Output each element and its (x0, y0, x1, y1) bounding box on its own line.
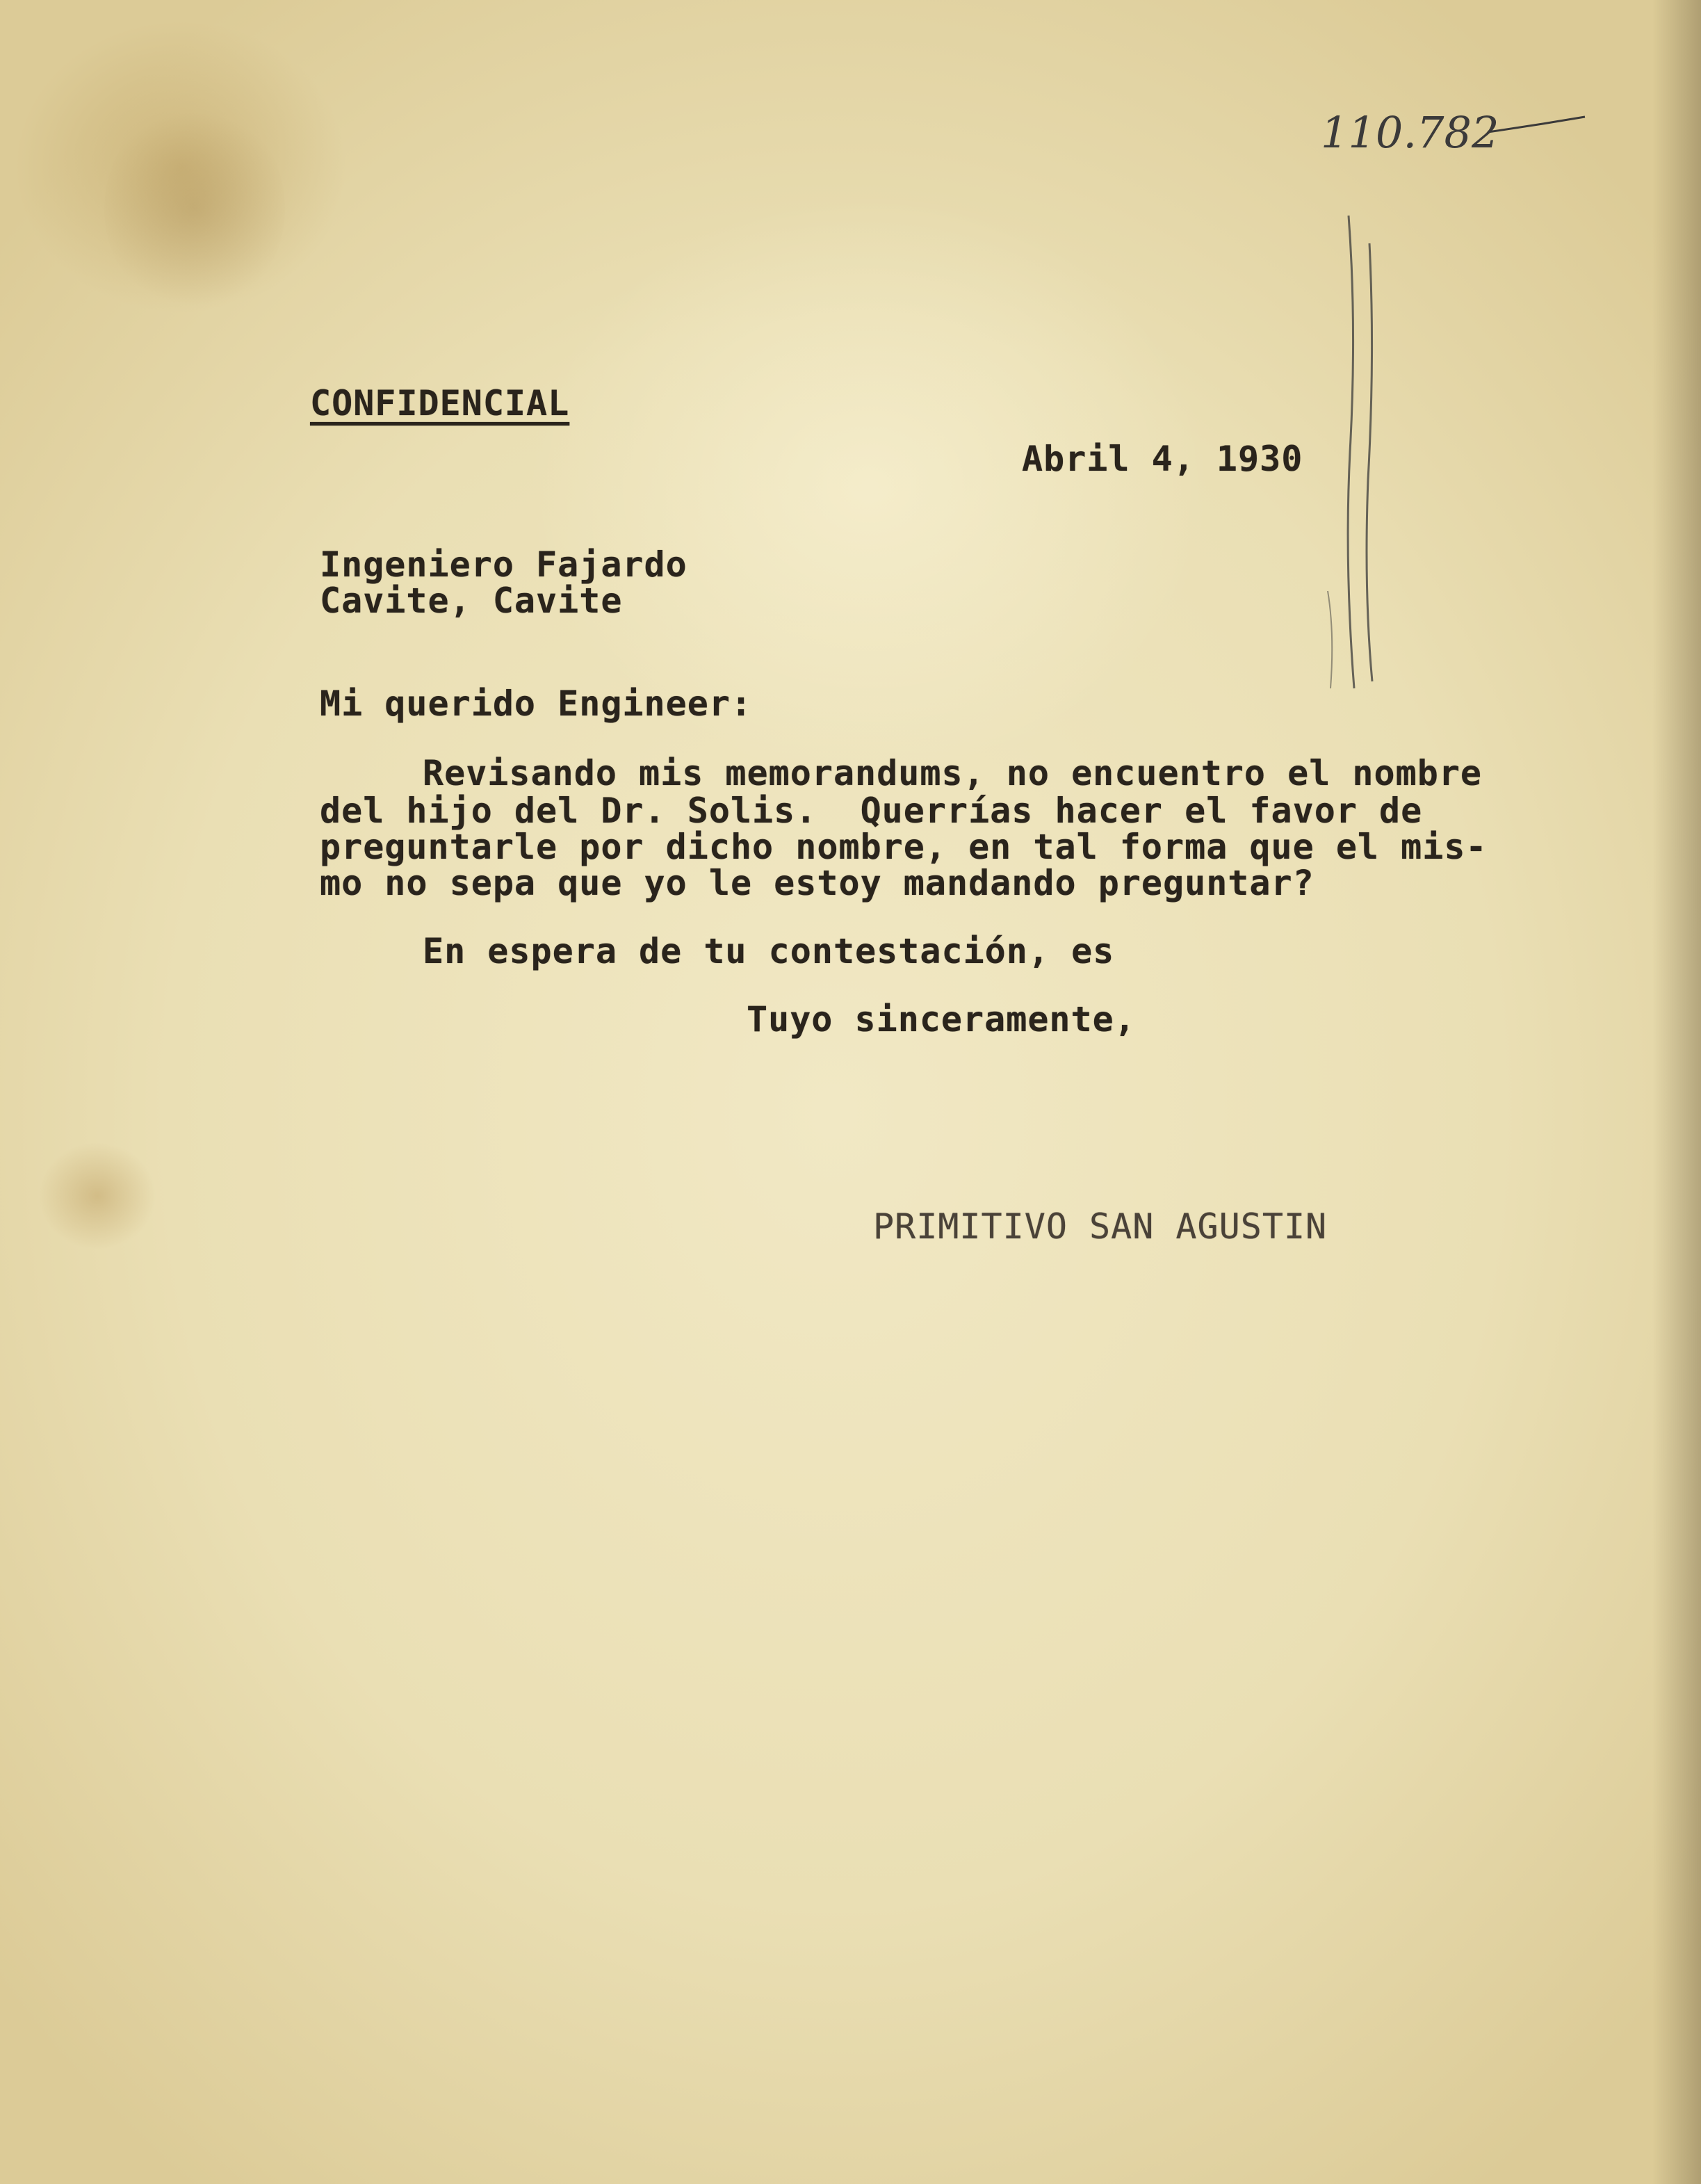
closing-line: En espera de tu contestación, es (423, 931, 1115, 971)
letter-date: Abril 4, 1930 (1022, 439, 1303, 479)
recipient-name: Ingeniero Fajardo (320, 544, 687, 585)
handwritten-note-text: 110.782 (1321, 107, 1499, 158)
margin-pencil-lines (1300, 202, 1397, 702)
handwritten-file-number (1314, 104, 1606, 167)
body-line-1: Revisando mis memorandums, no encuentro el nombre (423, 753, 1483, 793)
body-line-4: mo no sepa que yo le estoy mandando preguntar? (320, 863, 1315, 903)
page-edge-shadow (1652, 0, 1701, 2184)
confidential-heading: CONFIDENCIAL (310, 383, 570, 423)
body-line-2: del hijo del Dr. Solis. Querrías hacer el favor de (320, 791, 1423, 831)
valediction: Tuyo sinceramente, (747, 999, 1136, 1040)
salutation: Mi querido Engineer: (320, 683, 753, 724)
body-line-3: preguntarle por dicho nombre, en tal forma que el mis- (320, 827, 1488, 867)
water-stain (104, 104, 285, 313)
recipient-location: Cavite, Cavite (320, 581, 623, 621)
signature-name: PRIMITIVO SAN AGUSTIN (873, 1206, 1328, 1247)
